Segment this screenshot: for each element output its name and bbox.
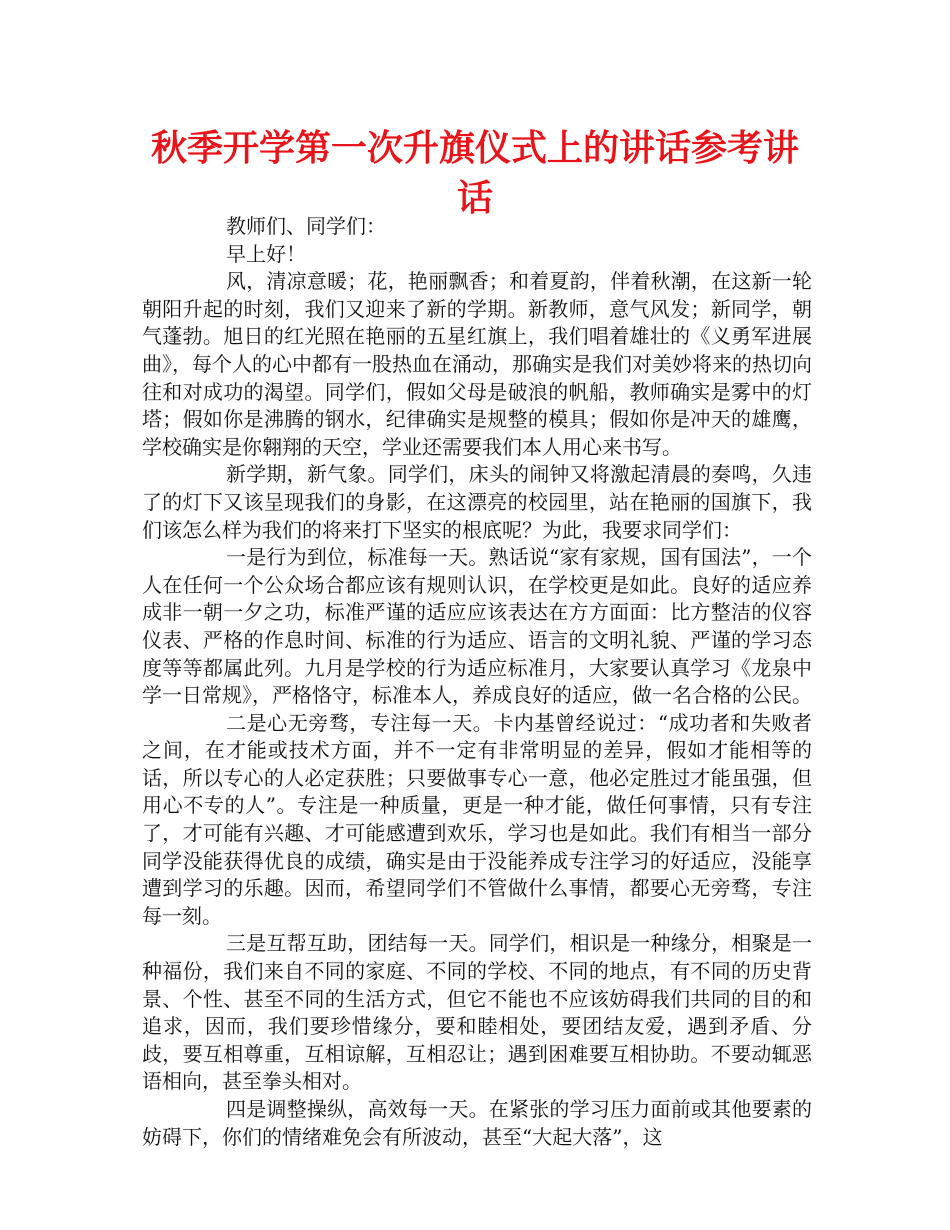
paragraph-4: 二是心无旁骛，专注每一天。卡内基曾经说过：“成功者和失败者之间，在才能或技术方面，并不一定有非常明显的差异，假如才能相等的话，所以专心的人必定获胜；只要做事专心一意，他必定胜过才能虽强，但用心不专的人”。专注是一种质量，更是一种才能，做任何事情，只有专注了，才可能有兴趣、才可能感遭到欢乐，学习也是如此。我们有相当一部分同学没能获得优良的成绩，确实是由于没能养成专注学习的好适应，没能享遭到学习的乐趣。因而，希望同学们不管做什么事情，都要心无旁骛，专注每一刻。 — [142, 710, 812, 928]
greeting-line-1: 教师们、同学们： — [226, 214, 386, 238]
paragraph-5: 三是互帮互助，团结每一天。同学们，相识是一种缘分，相聚是一种福份，我们来自不同的家庭、不同的学校、不同的地点，有不同的历史背景、个性、甚至不同的生活方式，但它不能也不应该妨碍我们共同的目的和追求，因而，我们要珍惜缘分，要和睦相处，要团结友爱，遇到矛盾、分歧，要互相尊重，互相谅解，互相忍让；遇到困难要互相协助。不要动辄恶语相向，甚至拳头相对。 — [142, 931, 812, 1094]
paragraph-6: 四是调整操纵，高效每一天。在紧张的学习压力面前或其他要素的妨碍下，你们的情绪难免会有所波动，甚至“大起大落”，这 — [142, 1097, 812, 1149]
document-title: 秋季开学第一次升旗仪式上的讲话参考讲话 — [150, 128, 799, 219]
greeting-line-2: 早上好！ — [226, 241, 306, 266]
paragraph-3: 一是行为到位，标准每一天。熟话说“家有家规，国有国法”，一个人在任何一个公众场合都应该有规则认识，在学校更是如此。良好的适应养成非一朝一夕之功，标准严谨的适应应该表达在方方面面：比方整洁的仪容仪表、严格的作息时间、标准的行为适应、语言的文明礼貌、严谨的学习态度等等都属此列。九月是学校的行为适应标准月，大家要认真学习《龙泉中学一日常规》，严格恪守，标准本人，养成良好的适应，做一名合格的公民。 — [142, 545, 812, 708]
paragraph-1: 风，清凉意暖；花，艳丽飘香；和着夏韵，伴着秋潮，在这新一轮朝阳升起的时刻，我们又迎来了新的学期。新教师，意气风发；新同学，朝气蓬勃。旭日的红光照在艳丽的五星红旗上，我们唱着雄壮的《义勇军进展曲》，每个人的心中都有一股热血在涌动，那确实是我们对美妙将来的热切向往和对成功的渴望。同学们，假如父母是破浪的帆船，教师确实是雾中的灯塔；假如你是沸腾的钢水，纪律确实是规整的模具；假如你是冲天的雄鹰，学校确实是你翱翔的天空，学业还需要我们本人用心来书写。 — [142, 269, 812, 459]
document-body — [142, 213, 812, 1151]
paragraph-2: 新学期，新气象。同学们，床头的闹钟又将激起清晨的奏鸣，久违了的灯下又该呈现我们的身影，在这漂亮的校园里，站在艳丽的国旗下，我们该怎么样为我们的将来打下坚实的根底呢？为此，我要求同学们： — [142, 462, 812, 542]
